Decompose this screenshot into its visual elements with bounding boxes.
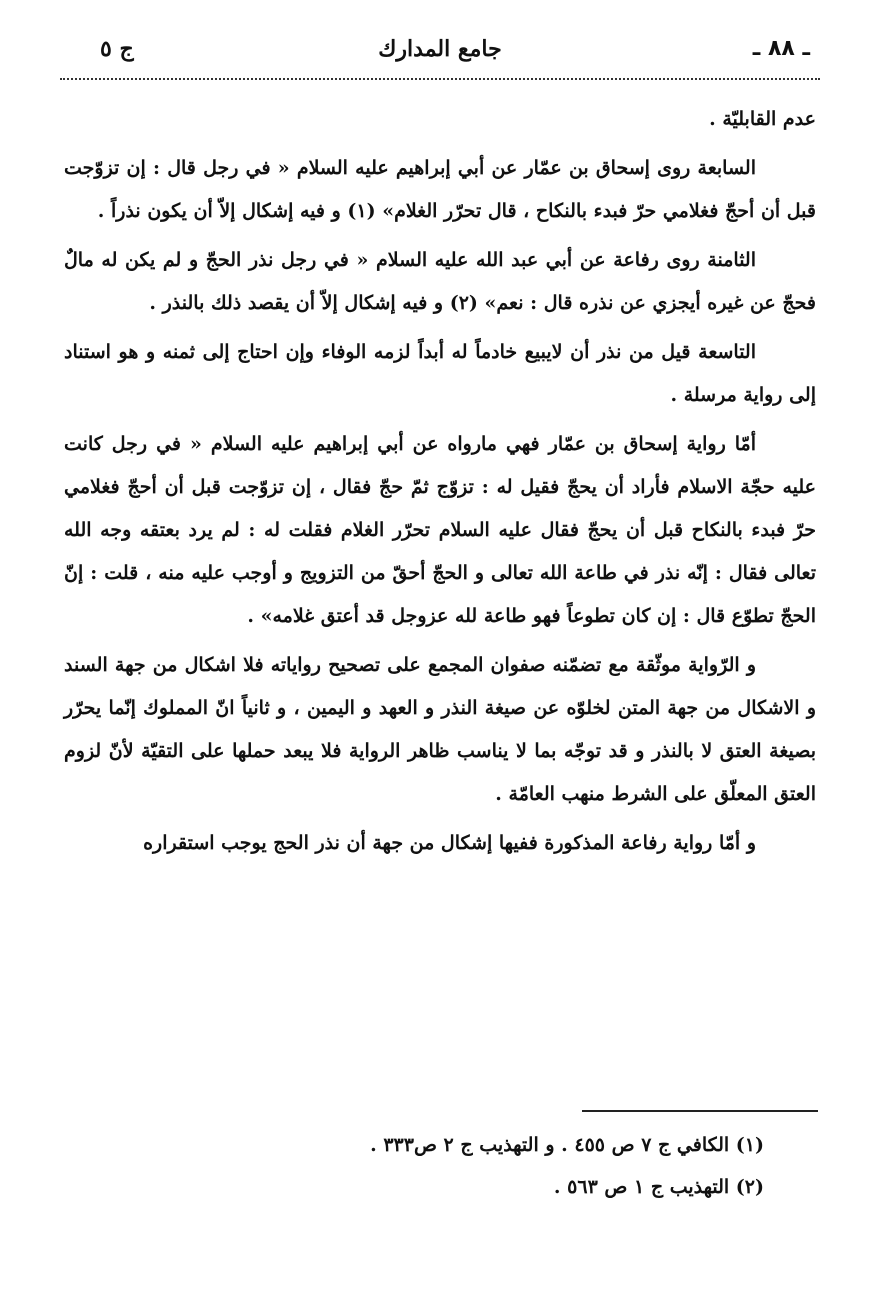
footnote: (٢) التهذيب ج ١ ص ٥٦٣ . <box>553 1176 764 1198</box>
paragraph: و أمّا رواية رفاعة المذكورة ففيها إشكال من جهة أن نذر الحج يوجب استقراره <box>143 832 756 854</box>
paragraph: التاسعة قيل من نذر أن لايبيع خادماً له أبداً لزمه الوفاء وإن احتاج إلى ثمنه و هو استناد إلى رواية مرسلة . <box>64 341 816 406</box>
volume-number: ج ٥ <box>100 36 134 62</box>
footnote-separator <box>582 1110 818 1112</box>
footnote: (١) الكافي ج ٧ ص ٤٥٥ . و التهذيب ج ٢ ص٣٣٣ . <box>370 1134 764 1156</box>
header-dotted-rule <box>60 78 820 80</box>
paragraph: أمّا رواية إسحاق بن عمّار فهي مارواه عن أبي إبراهيم عليه السلام « في رجل كانت عليه حجّة الاسلام فأراد أن يحجّ فقيل له : تزوّج ثمّ حجّ فقال ، إن تزوّجت قبل أن أحجّ فغلامي حرّ فبدء بالنكاح قبل أن يحجّ فقال عليه السلام تحرّر الغلام فقلت له : لم يرد بعتقه وجه الله تعالى فقال : إنّه نذر في طاعة الله تعالى و الحجّ أحقّ من التزويج و أوجب عليه منه ، قلت : إنّ الحجّ تطوّع قال : إن كان تطوعاً فهو طاعة لله عزوجل قد أعتق غلامه» . <box>64 433 816 627</box>
footnotes <box>64 1124 764 1208</box>
page-number: ـ ٨٨ ـ <box>752 36 810 61</box>
paragraph: عدم القابليّة . <box>709 108 816 130</box>
main-text <box>64 98 816 871</box>
paragraph: الثامنة روى رفاعة عن أبي عبد الله عليه السلام « في رجل نذر الحجّ و لم يكن له مالٌ فحجّ عن غيره أيجزي عن نذره قال : نعم» (٢) و فيه إشكال إلاّ أن يقصد ذلك بالنذر . <box>64 249 816 314</box>
book-title: جامع المدارك <box>378 36 502 62</box>
page-header <box>60 28 820 80</box>
paragraph: و الرّواية موثّقة مع تضمّنه صفوان المجمع على تصحيح رواياته فلا اشكال من جهة السند و الاشكال من جهة المتن لخلوّه عن صيغة النذر و العهد و اليمين ، و ثانياً انّ المملوك إنّما يحرّر بصيغة العتق لا بالنذر و قد توجّه بما لا يناسب ظاهر الرواية فلا يبعد حملها على التقيّة لأنّ لزوم العتق المعلّق على الشرط منهب العامّة . <box>64 654 816 805</box>
paragraph: السابعة روى إسحاق بن عمّار عن أبي إبراهيم عليه السلام « في رجل قال : إن تزوّجت قبل أن أحجّ فغلامي حرّ فبدء بالنكاح ، قال تحرّر الغلام» (١) و فيه إشكال إلاّ أن يكون نذراً . <box>64 157 816 222</box>
